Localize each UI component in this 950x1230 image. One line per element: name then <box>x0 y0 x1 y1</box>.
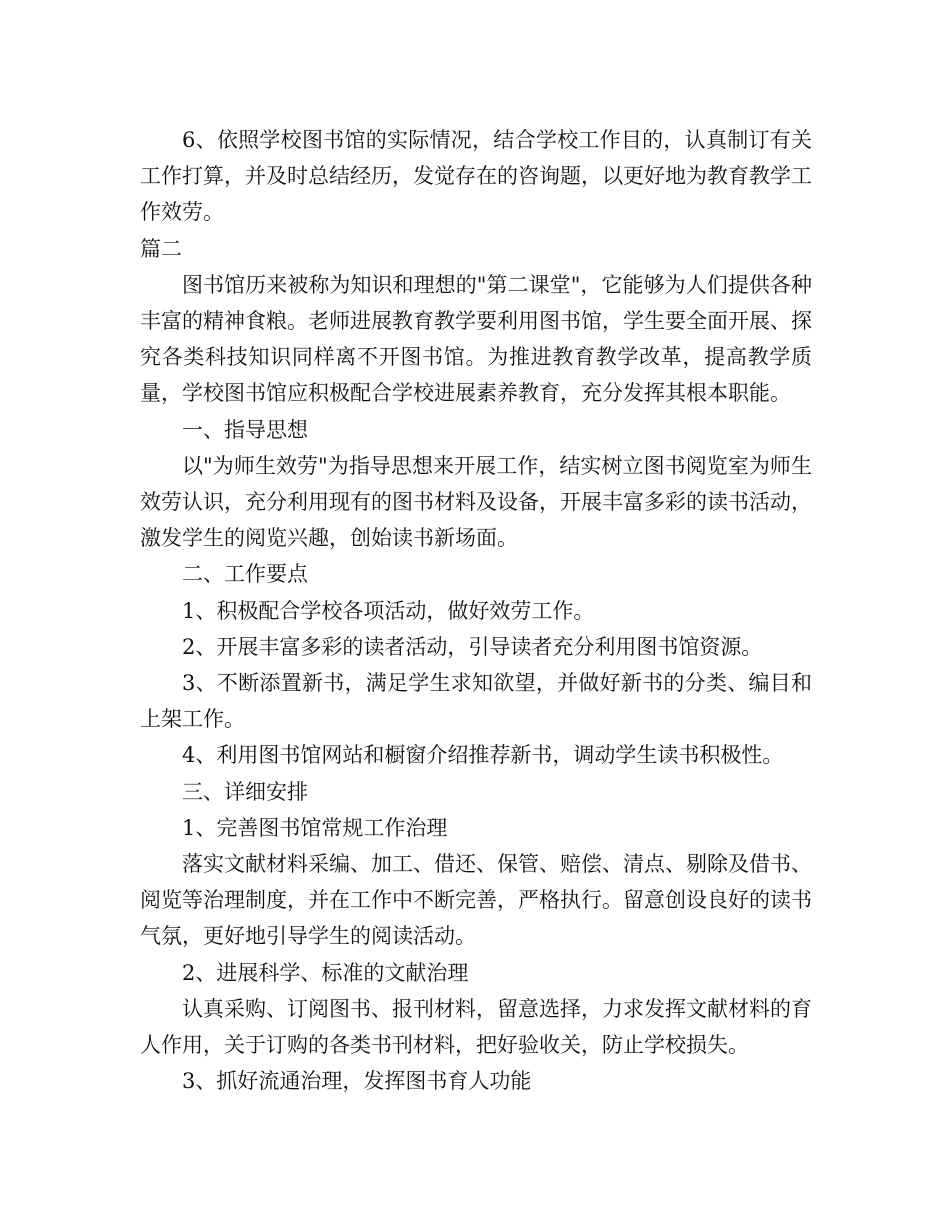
paragraph-item-6-planning: 6、依照学校图书馆的实际情况，结合学校工作目的，认真制订有关工作打算，并及时总结经历，发觉存在的咨询题，以更好地为教育教学工作效劳。 <box>140 128 812 225</box>
intro-paragraph: 图书馆历来被称为知识和理想的"第二课堂"，它能够为人们提供各种丰富的精神食粮。老师进展教育教学要利用图书馆，学生要全面开展、探究各类科技知识同样离不开图书馆。为推进教育教学改革，提高教学质量，学校图书馆应积极配合学校进展素养教育，充分发挥其根本职能。 <box>140 272 812 406</box>
guiding-ideology-paragraph: 以"为师生效劳"为指导思想来开展工作，结实树立图书阅览室为师生效劳认识，充分利用现有的图书材料及设备，开展丰富多彩的读书活动，激发学生的阅览兴趣，创始读书新场面。 <box>140 453 812 551</box>
heading-guiding-ideology: 一、指导思想 <box>182 417 308 442</box>
arrangement-1-paragraph: 落实文献材料采编、加工、借还、保管、赔偿、清点、剔除及借书、阅览等治理制度，并在工作中不断完善，严格执行。留意创设良好的读书气氛，更好地引导学生的阅读活动。 <box>140 852 812 949</box>
work-point-4: 4、利用图书馆网站和橱窗介绍推荐新书，调动学生读书积极性。 <box>182 743 784 768</box>
heading-detailed-arrangements: 三、详细安排 <box>182 779 308 804</box>
arrangement-2-heading: 2、进展科学、标准的文献治理 <box>182 960 469 985</box>
document-body <box>140 122 812 1099</box>
arrangement-2-paragraph: 认真采购、订阅图书、报刊材料，留意选择，力求发挥文献材料的育人作用，关于订购的各类书刊材料，把好验收关，防止学校损失。 <box>140 996 812 1058</box>
arrangement-1-heading: 1、完善图书馆常规工作治理 <box>182 815 448 840</box>
work-point-3: 3、不断添置新书，满足学生求知欲望，并做好新书的分类、编目和上架工作。 <box>140 671 812 732</box>
work-point-2: 2、开展丰富多彩的读者活动，引导读者充分利用图书馆资源。 <box>182 634 763 659</box>
work-point-1: 1、积极配合学校各项活动，做好效劳工作。 <box>182 598 595 623</box>
heading-work-points: 二、工作要点 <box>182 562 308 587</box>
section-heading-part-two: 篇二 <box>140 236 182 261</box>
arrangement-3-heading: 3、抓好流通治理，发挥图书育人功能 <box>182 1069 532 1094</box>
